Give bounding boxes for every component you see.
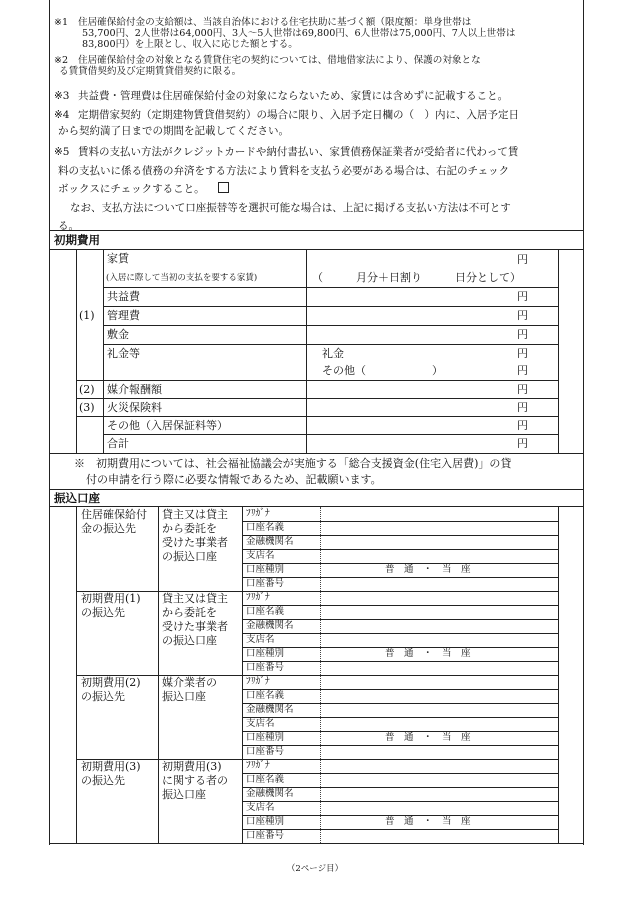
account-field-input[interactable]	[321, 787, 558, 801]
account-field-label: ﾌﾘｶﾞﾅ	[246, 760, 270, 771]
account-field-input[interactable]	[321, 549, 558, 563]
account-field-label: 口座名義	[246, 606, 285, 617]
grid-line	[242, 787, 558, 788]
account-field-label: 口座種別	[246, 816, 285, 827]
account-type-selector[interactable]: 普 通 ・ 当 座	[385, 816, 471, 827]
transfer-block-sub-label: の振込口座	[162, 634, 217, 647]
account-field-label: 支店名	[246, 802, 275, 813]
grid-line	[103, 325, 558, 326]
grid-line	[242, 689, 558, 690]
note-line: 定期借家契約（定期建物賃貸借契約）の場合に限り、入居予定日欄の（ ）内に、入居予定日	[78, 109, 519, 121]
notes-section	[50, 0, 583, 231]
account-field-label: 口座番号	[246, 578, 285, 589]
kyoeki-label: 共益費	[107, 290, 140, 303]
grid-line	[50, 453, 583, 454]
rent-note: (入居に際して当初の支払を要する家賃)	[106, 273, 258, 283]
note-line: る。	[58, 220, 79, 232]
reikin-sub-label: 礼金	[322, 347, 344, 360]
transfer-block-label: 初期費用(3)	[81, 760, 141, 773]
grid-line	[242, 773, 558, 774]
account-field-input[interactable]	[321, 521, 558, 535]
kanri-label: 管理費	[107, 309, 140, 322]
account-field-label: 金融機関名	[246, 704, 294, 715]
account-field-label: 支店名	[246, 634, 275, 645]
transfer-header: 振込口座	[50, 489, 583, 507]
transfer-block-sub-label: の振込口座	[162, 550, 217, 563]
grid-line	[103, 344, 558, 345]
account-field-input[interactable]	[321, 507, 558, 521]
group-1-number: (1)	[79, 309, 95, 322]
account-field-input[interactable]	[321, 801, 558, 815]
account-field-input[interactable]	[321, 689, 558, 703]
shikikin-yen: 円	[517, 328, 528, 341]
account-field-label: 金融機関名	[246, 620, 294, 631]
note-mark: ※5	[54, 146, 70, 158]
account-field-input[interactable]	[321, 773, 558, 787]
note-line: 賃料の支払い方法がクレジットカードや納付書払い、家賃債務保証業者が受給者に代わって賃	[78, 146, 519, 158]
account-field-label: 金融機関名	[246, 536, 294, 547]
initial-costs-note	[74, 456, 511, 488]
agent-number: (2)	[79, 383, 95, 396]
grid-line	[103, 287, 558, 288]
account-type-selector[interactable]: 普 通 ・ 当 座	[385, 648, 471, 659]
transfer-block-sub-label: から委託を	[162, 522, 217, 535]
account-field-label: ﾌﾘｶﾞﾅ	[246, 676, 270, 687]
account-field-input[interactable]	[321, 759, 558, 773]
grid-line	[242, 633, 558, 634]
note-line: ※ 初期費用については、社会福祉協議会が実施する「総合支援資金(住宅入居費)」の貸	[74, 457, 512, 470]
account-field-input[interactable]	[321, 633, 558, 647]
account-field-label: 口座種別	[246, 648, 285, 659]
total-yen: 円	[517, 437, 528, 450]
account-field-label: 口座番号	[246, 830, 285, 841]
grid-line	[103, 434, 558, 435]
transfer-block-label: の振込先	[81, 774, 125, 787]
account-field-input[interactable]	[321, 675, 558, 689]
reikin-label: 礼金等	[107, 347, 140, 360]
fire-label: 火災保険料	[107, 401, 162, 414]
note-line: る賃貸借契約及び定期賃貸借契約に限る。	[59, 66, 242, 77]
grid-line	[242, 829, 558, 830]
note-line: ボックスにチェックすること。	[58, 183, 205, 195]
grid-line	[242, 703, 558, 704]
transfer-block-label: 住居確保給付	[81, 508, 147, 521]
grid-line	[76, 398, 558, 399]
grid-line	[558, 507, 559, 843]
note-line: なお、支払方法について口座振替等を選択可能な場合は、上記に掲げる支払い方法は不可とす	[70, 201, 511, 214]
rent-label: 家賃	[107, 252, 129, 265]
account-type-selector[interactable]: 普 通 ・ 当 座	[385, 732, 471, 743]
note-mark: ※2	[54, 55, 69, 66]
account-field-input[interactable]	[321, 577, 558, 591]
note-line: 83,800円）を上限とし、収入に応じた額とする。	[82, 39, 298, 50]
grid-line	[242, 717, 558, 718]
kanri-yen: 円	[517, 309, 528, 322]
fire-yen: 円	[517, 401, 528, 414]
kyoeki-yen: 円	[517, 290, 528, 303]
account-field-label: 口座番号	[246, 746, 285, 757]
account-field-input[interactable]	[321, 829, 558, 843]
note-line: 付の申請を行う際に必要な情報であるため、記載願います。	[86, 473, 382, 486]
account-field-input[interactable]	[321, 717, 558, 731]
account-field-label: 支店名	[246, 718, 275, 729]
grid-line	[242, 521, 558, 522]
note-line: 料の支払いに係る債務の弁済をする方法により賃料を支払う必要がある場合は、右記のチェック	[58, 164, 510, 177]
grid-line	[242, 619, 558, 620]
transfer-block-label: 初期費用(1)	[81, 592, 141, 605]
transfer-block-sub-label: から委託を	[162, 606, 217, 619]
grid-line	[242, 577, 558, 578]
account-field-label: ﾌﾘｶﾞﾅ	[246, 508, 270, 519]
note-line: から契約満了日までの期間を記載してください。	[58, 124, 289, 137]
account-field-label: ﾌﾘｶﾞﾅ	[246, 592, 270, 603]
agent-yen: 円	[517, 383, 528, 396]
reikin-yen: 円	[517, 347, 528, 360]
grid-line	[558, 250, 559, 453]
grid-line	[242, 661, 558, 662]
account-field-input[interactable]	[321, 619, 558, 633]
account-field-label: 口座名義	[246, 774, 285, 785]
grid-line	[242, 605, 558, 606]
note-line: 53,700円、2人世帯は64,000円、3人～5人世帯は69,800円、6人世帯は75,000円、7人以上世帯は	[82, 28, 516, 39]
agent-label: 媒介報酬額	[107, 383, 162, 396]
note-line: 住居確保給付金の対象となる賃貸住宅の契約については、借地借家法により、保護の対象とな	[78, 55, 481, 66]
account-field-label: 金融機関名	[246, 788, 294, 799]
account-field-label: 口座名義	[246, 690, 285, 701]
account-field-label: 支店名	[246, 550, 275, 561]
grid-line	[242, 745, 558, 746]
grid-line	[242, 535, 558, 536]
grid-line	[76, 380, 558, 381]
shikikin-label: 敷金	[107, 328, 129, 341]
transfer-block-sub-label: に関する者の	[162, 774, 228, 787]
rent-period-input[interactable]: （ 月分＋日割り 日分として）	[312, 271, 521, 284]
note-line: 共益費・管理費は住居確保給付金の対象にならないため、家賃には含めずに記載すること。	[78, 90, 509, 102]
reikin-other-yen: 円	[517, 364, 528, 377]
account-field-input[interactable]	[321, 703, 558, 717]
transfer-block-sub-label: 媒介業者の	[162, 676, 217, 689]
grid-line	[242, 801, 558, 802]
transfer-block-sub-label: 受けた事業者	[162, 536, 228, 549]
grid-line	[50, 843, 583, 844]
note-mark: ※1	[54, 17, 69, 28]
account-field-input[interactable]	[321, 591, 558, 605]
grid-line	[76, 416, 558, 417]
account-type-selector[interactable]: 普 通 ・ 当 座	[385, 564, 471, 575]
account-field-label: 口座名義	[246, 522, 285, 533]
transfer-block-label: の振込先	[81, 606, 125, 619]
account-field-input[interactable]	[321, 745, 558, 759]
other-label: その他（入居保証料等）	[107, 419, 228, 432]
transfer-block-sub-label: 受けた事業者	[162, 620, 228, 633]
account-field-label: 口座種別	[246, 564, 285, 575]
page-number: （2ページ目）	[286, 864, 344, 874]
grid-line	[103, 306, 558, 307]
grid-line	[306, 250, 307, 453]
other-yen: 円	[517, 419, 528, 432]
note-mark: ※4	[54, 109, 70, 121]
reikin-other-input[interactable]: その他（ ）	[322, 364, 443, 377]
payment-method-checkbox[interactable]	[218, 182, 229, 193]
grid-line	[242, 549, 558, 550]
note-mark: ※3	[54, 90, 70, 102]
account-field-input[interactable]	[321, 661, 558, 675]
fire-number: (3)	[79, 401, 95, 414]
transfer-block-sub-label: 初期費用(3)	[162, 760, 222, 773]
note-line: 住居確保給付金の支給額は、当該自治体における住宅扶助に基づく額（限度額：単身世帯は	[78, 17, 472, 28]
account-field-input[interactable]	[321, 535, 558, 549]
transfer-block-label: 初期費用(2)	[81, 676, 141, 689]
transfer-block-sub-label: 貸主又は貸主	[162, 592, 228, 605]
transfer-block-sub-label: 振込口座	[162, 788, 206, 801]
account-field-input[interactable]	[321, 605, 558, 619]
account-field-label: 口座種別	[246, 732, 285, 743]
transfer-block-label: の振込先	[81, 690, 125, 703]
form-page	[49, 0, 584, 845]
transfer-block-sub-label: 振込口座	[162, 690, 206, 703]
total-label: 合計	[107, 437, 129, 450]
rent-yen: 円	[517, 253, 528, 266]
transfer-block-label: 金の振込先	[81, 522, 136, 535]
grid-line	[103, 250, 104, 453]
account-field-label: 口座番号	[246, 662, 285, 673]
grid-line	[76, 250, 77, 453]
initial-costs-header: 初期費用	[50, 230, 583, 250]
transfer-block-sub-label: 貸主又は貸主	[162, 508, 228, 521]
